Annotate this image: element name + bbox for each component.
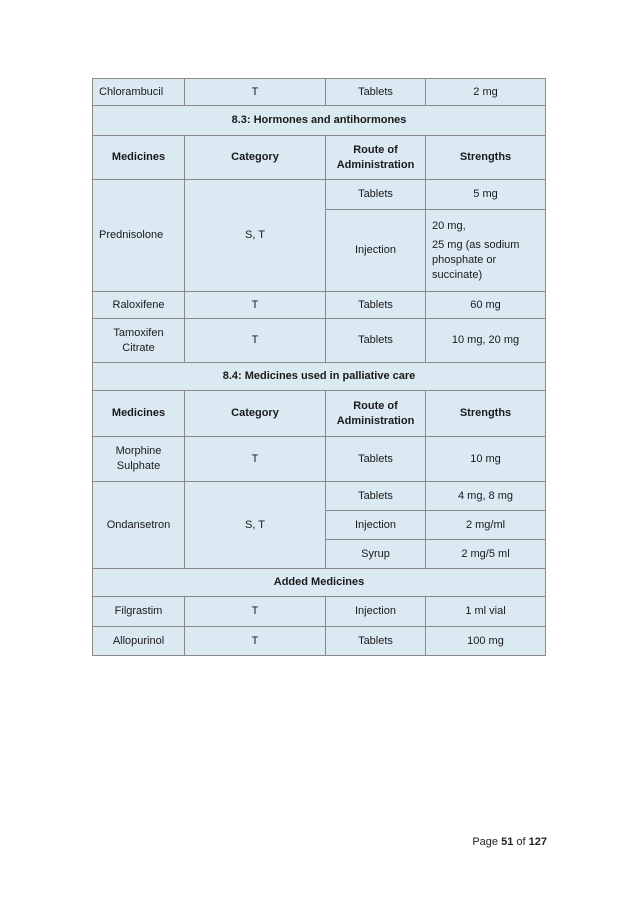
medicines-table — [92, 78, 546, 656]
route-cell: Syrup — [326, 540, 426, 569]
section-heading: 8.4: Medicines used in palliative care — [93, 363, 546, 391]
header-strengths: Strengths — [426, 391, 546, 437]
header-route: Route of Administration — [326, 136, 426, 180]
category-cell: T — [185, 292, 326, 319]
strength-cell: 10 mg — [426, 437, 546, 482]
strength-cell: 4 mg, 8 mg — [426, 482, 546, 511]
category-cell: T — [185, 597, 326, 627]
of-word: of — [516, 836, 526, 848]
section-heading-row — [93, 363, 546, 391]
table-row — [93, 437, 546, 482]
header-medicines: Medicines — [93, 391, 185, 437]
strength-cell: 5 mg — [426, 180, 546, 210]
table-row — [93, 79, 546, 106]
route-cell: Tablets — [326, 627, 426, 656]
header-category: Category — [185, 391, 326, 437]
medicine-cell: Chlorambucil — [93, 79, 185, 106]
route-cell: Tablets — [326, 319, 426, 363]
section-heading: Added Medicines — [93, 569, 546, 597]
category-cell: T — [185, 437, 326, 482]
medicine-cell: Tamoxifen Citrate — [93, 319, 185, 363]
page-number: 51 — [501, 836, 514, 848]
header-route: Route of Administration — [326, 391, 426, 437]
route-cell: Injection — [326, 210, 426, 292]
page-footer — [472, 836, 547, 848]
column-header-row — [93, 391, 546, 437]
strength-cell: 2 mg/5 ml — [426, 540, 546, 569]
table-row — [93, 319, 546, 363]
route-cell: Tablets — [326, 180, 426, 210]
route-cell: Injection — [326, 511, 426, 540]
header-strengths: Strengths — [426, 136, 546, 180]
table-row — [93, 597, 546, 627]
column-header-row — [93, 136, 546, 180]
route-cell: Tablets — [326, 292, 426, 319]
page-word: Page — [472, 836, 499, 848]
category-cell: S, T — [185, 180, 326, 292]
total-pages: 127 — [528, 836, 547, 848]
strength-cell: 60 mg — [426, 292, 546, 319]
category-cell: T — [185, 79, 326, 106]
table-row — [93, 627, 546, 656]
strength-cell: 10 mg, 20 mg — [426, 319, 546, 363]
strength-cell: 100 mg — [426, 627, 546, 656]
strength-cell: 2 mg/ml — [426, 511, 546, 540]
route-cell: Injection — [326, 597, 426, 627]
medicine-cell: Ondansetron — [93, 482, 185, 569]
strength-line: 20 mg, — [432, 219, 466, 232]
header-medicines: Medicines — [93, 136, 185, 180]
table-row — [93, 292, 546, 319]
section-heading: 8.3: Hormones and antihormones — [93, 106, 546, 136]
category-cell: T — [185, 319, 326, 363]
category-cell: T — [185, 627, 326, 656]
medicine-cell: Morphine Sulphate — [93, 437, 185, 482]
medicine-cell: Raloxifene — [93, 292, 185, 319]
section-heading-row — [93, 569, 546, 597]
strength-cell: 2 mg — [426, 79, 546, 106]
header-category: Category — [185, 136, 326, 180]
category-cell: S, T — [185, 482, 326, 569]
table-row — [93, 482, 546, 511]
medicine-cell: Filgrastim — [93, 597, 185, 627]
table-row — [93, 180, 546, 210]
route-cell: Tablets — [326, 79, 426, 106]
strength-cell: 1 ml vial — [426, 597, 546, 627]
strength-cell — [426, 210, 546, 292]
route-cell: Tablets — [326, 482, 426, 511]
route-cell: Tablets — [326, 437, 426, 482]
section-heading-row — [93, 106, 546, 136]
medicine-cell: Prednisolone — [93, 180, 185, 292]
medicine-cell: Allopurinol — [93, 627, 185, 656]
strength-line: 25 mg (as sodium phosphate or succinate) — [432, 238, 520, 281]
